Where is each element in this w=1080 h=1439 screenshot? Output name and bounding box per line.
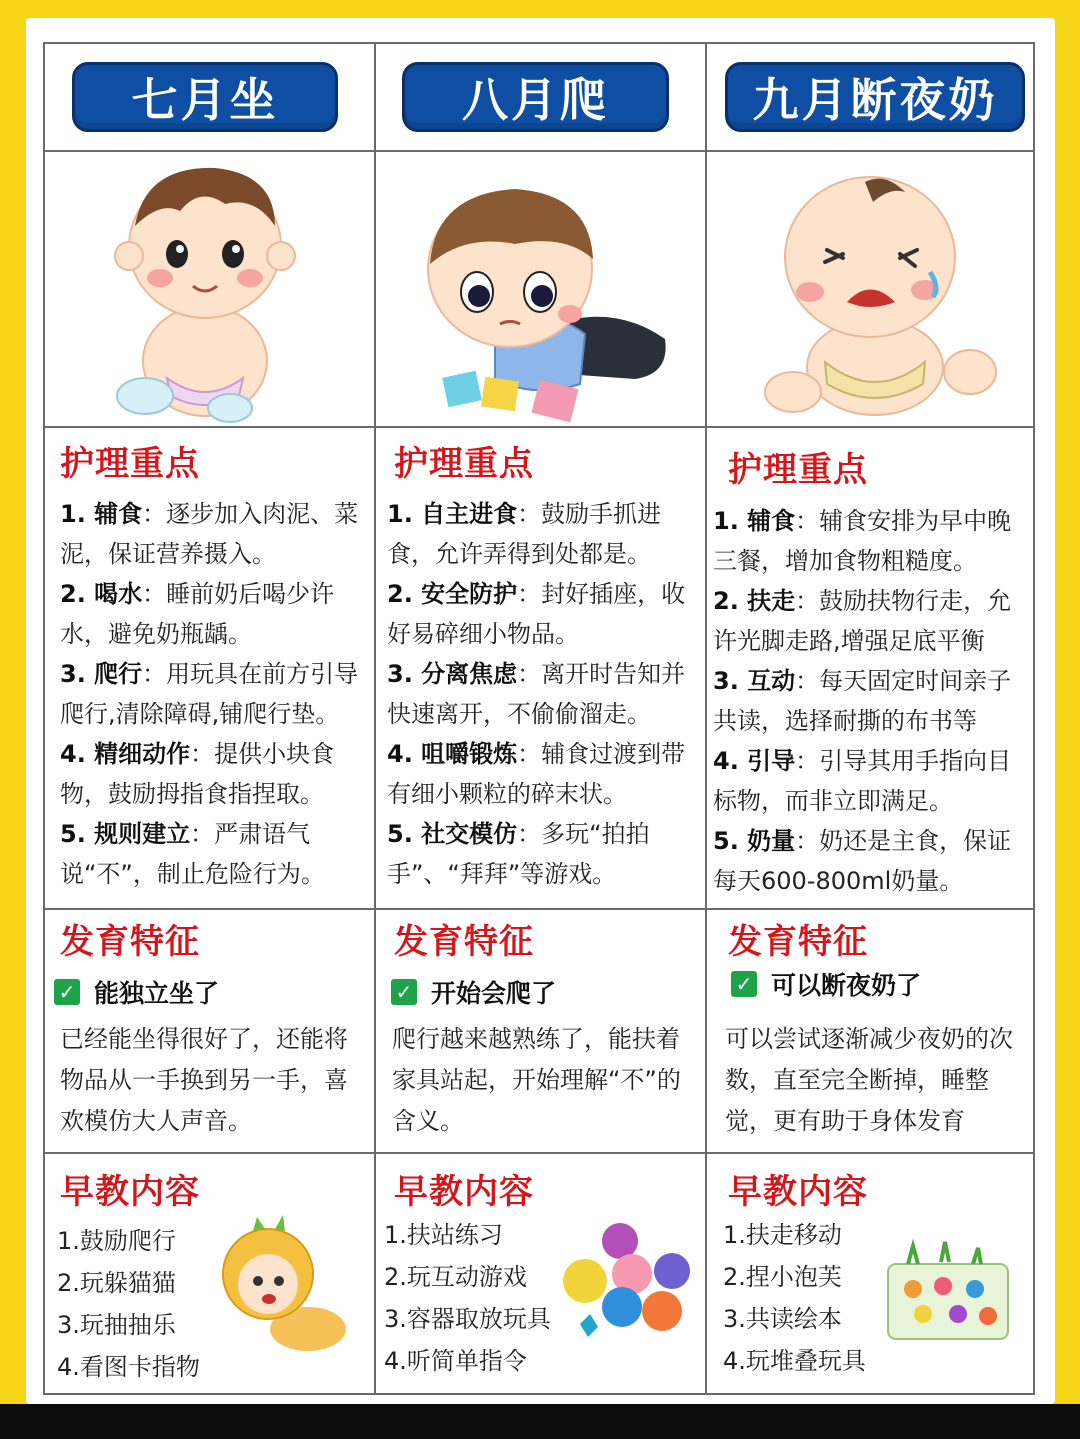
edu-item: 4.听简单指令 <box>384 1347 527 1375</box>
care-title: 护理重点 <box>60 444 200 484</box>
month-header-9: 九月断夜奶 <box>725 62 1025 132</box>
care-item: 2. 安全防护：封好插座，收好易碎细小物品。 <box>387 580 686 648</box>
care-item: 5. 社交模仿：多玩“拍拍手”、“拜拜”等游戏。 <box>387 820 650 888</box>
care-item: 2. 喝水：睡前奶后喝少许水，避免奶瓶龋。 <box>60 580 335 648</box>
dev-description: 已经能坐得很好了，还能将物品从一手换到另一手，喜欢模仿大人声音。 <box>60 1025 348 1135</box>
dev-check: ✓ 开始会爬了 <box>391 974 556 1010</box>
care-title: 护理重点 <box>728 450 868 490</box>
row-divider <box>45 150 1033 152</box>
row-divider <box>45 1152 1033 1154</box>
care-item: 4. 咀嚼锻炼：辅食过渡到带有细小颗粒的碎末状。 <box>387 740 686 808</box>
dev-description: 可以尝试逐渐减少夜奶的次数，直至完全断掉，睡整觉，更有助于身体发育 <box>725 1025 1013 1135</box>
sitting-baby-illustration <box>105 156 305 424</box>
care-item: 1. 自主进食：鼓励手抓进食，允许弄得到处都是。 <box>387 500 662 568</box>
dev-check: ✓ 能独立坐了 <box>54 974 219 1010</box>
edu-item: 2.捏小泡芙 <box>723 1263 842 1291</box>
care-item: 3. 互动：每天固定时间亲子共读，选择耐撕的布书等 <box>713 667 1012 735</box>
row-divider <box>45 426 1033 428</box>
check-icon: ✓ <box>54 979 80 1005</box>
edu-item: 4.玩堆叠玩具 <box>723 1347 866 1375</box>
edu-list <box>384 1214 551 1382</box>
sensory-balls-toy-image <box>560 1219 695 1349</box>
crawling-baby-illustration <box>415 174 675 424</box>
care-item: 5. 规则建立：严肃语气说“不”，制止危险行为。 <box>60 820 325 888</box>
care-item: 5. 奶量：奶还是主食，保证每天600-800ml奶量。 <box>713 827 1012 895</box>
month-table <box>43 42 1035 1395</box>
dev-description: 爬行越来越熟练了，能扶着家具站起，开始理解“不”的含义。 <box>392 1025 681 1135</box>
care-item: 4. 精细动作：提供小块食物，鼓励拇指食指捏取。 <box>60 740 335 808</box>
edu-item: 2.玩躲猫猫 <box>57 1269 176 1297</box>
dev-check: ✓ 可以断夜奶了 <box>731 966 921 1002</box>
care-item: 2. 扶走：鼓励扶物行走，允许光脚走路,增强足底平衡 <box>713 587 1012 655</box>
crying-baby-illustration <box>755 162 1005 424</box>
edu-item: 3.玩抽抽乐 <box>57 1311 176 1339</box>
care-item: 1. 辅食：辅食安排为早中晚三餐，增加食物粗糙度。 <box>713 507 1012 575</box>
edu-list <box>57 1220 200 1388</box>
bottom-bar <box>0 1404 1080 1439</box>
check-icon: ✓ <box>391 979 417 1005</box>
column-divider <box>374 44 376 1393</box>
check-icon: ✓ <box>731 971 757 997</box>
care-item: 4. 引导：引导其用手指向目标物，而非立即满足。 <box>713 747 1012 815</box>
edu-item: 3.容器取放玩具 <box>384 1305 551 1333</box>
edu-item: 1.鼓励爬行 <box>57 1227 176 1255</box>
edu-title: 早教内容 <box>394 1172 534 1212</box>
care-item: 3. 分离焦虑：离开时告知并快速离开，不偷偷溜走。 <box>387 660 686 728</box>
row-divider <box>45 908 1033 910</box>
care-title: 护理重点 <box>394 444 534 484</box>
care-item: 3. 爬行：用玩具在前方引导爬行,清除障碍,铺爬行垫。 <box>60 660 359 728</box>
care-list <box>387 494 703 894</box>
edu-title: 早教内容 <box>60 1172 200 1212</box>
care-item: 1. 辅食：逐步加入肉泥、菜泥，保证营养摄入。 <box>60 500 359 568</box>
edu-list <box>723 1214 866 1382</box>
dev-title: 发育特征 <box>60 922 200 962</box>
dev-title: 发育特征 <box>728 922 868 962</box>
care-list <box>713 501 1029 901</box>
edu-title: 早教内容 <box>728 1172 868 1212</box>
edu-item: 1.扶走移动 <box>723 1221 842 1249</box>
crawling-doll-toy-image <box>213 1209 348 1359</box>
edu-item: 3.共读绘本 <box>723 1305 842 1333</box>
edu-item: 1.扶站练习 <box>384 1221 503 1249</box>
month-header-8: 八月爬 <box>402 62 669 132</box>
care-list <box>60 494 372 894</box>
edu-item: 4.看图卡指物 <box>57 1353 200 1381</box>
month-header-7: 七月坐 <box>72 62 338 132</box>
edu-item: 2.玩互动游戏 <box>384 1263 527 1291</box>
column-divider <box>705 44 707 1393</box>
dev-title: 发育特征 <box>394 922 534 962</box>
carrot-harvest-toy-image <box>883 1234 1013 1349</box>
